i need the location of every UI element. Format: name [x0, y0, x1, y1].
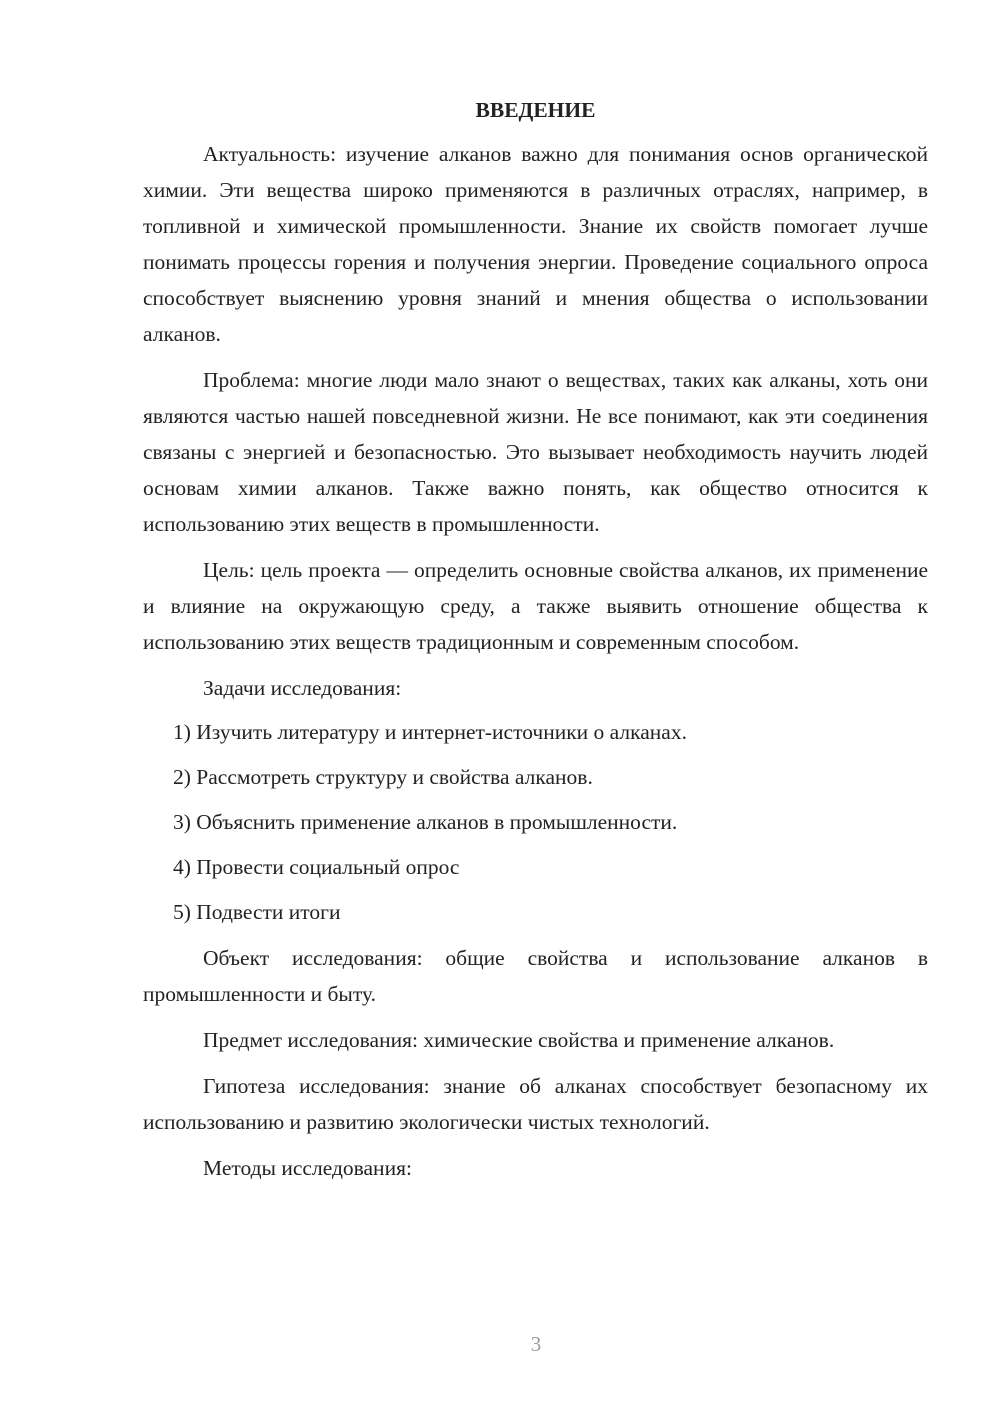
list-item: 1) Изучить литературу и интернет-источники о алканах. [173, 720, 687, 744]
section-title: ВВЕДЕНИЕ [475, 98, 596, 122]
list-item: 4) Провести социальный опрос [173, 855, 460, 879]
document-page [143, 90, 928, 1196]
paragraph-problem: Проблема: многие люди мало знают о веществах, таких как алканы, хоть они являются частью нашей повседневной жизни. Не все понимают, как эти соединения связаны с энергией и безопасностью. Это вызывает необходимость научить людей основам химии алканов. Также важно понять, как общество относится к использованию этих веществ в промышленности. [143, 368, 928, 536]
list-item: 2) Рассмотреть структуру и свойства алканов. [173, 765, 593, 789]
paragraph-object: Объект исследования: общие свойства и использование алканов в промышленности и быту. [143, 946, 928, 1006]
list-item: 5) Подвести итоги [173, 900, 341, 924]
paragraph-subject: Предмет исследования: химические свойства и применение алканов. [203, 1028, 835, 1052]
paragraph-methods: Методы исследования: [203, 1156, 412, 1180]
paragraph-hypothesis: Гипотеза исследования: знание об алканах способствует безопасному их использованию и развитию экологически чистых технологий. [143, 1074, 928, 1134]
tasks-heading: Задачи исследования: [203, 676, 402, 700]
list-item: 3) Объяснить применение алканов в промышленности. [173, 810, 678, 834]
page-number: 3 [530, 1332, 542, 1356]
paragraph-goal: Цель: цель проекта — определить основные свойства алканов, их применение и влияние на окружающую среду, а также выявить отношение общества к использованию этих веществ традиционным и современным способом. [143, 558, 928, 654]
paragraph-relevance: Актуальность: изучение алканов важно для понимания основ органической химии. Эти вещества широко применяются в различных отраслях, например, в топливной и химической промышленности. Знание их свойств помогает лучше понимать процессы горения и получения энергии. Проведение социального опроса способствует выяснению уровня знаний и мнения общества о использовании алканов. [143, 142, 928, 346]
task-list [143, 714, 928, 930]
